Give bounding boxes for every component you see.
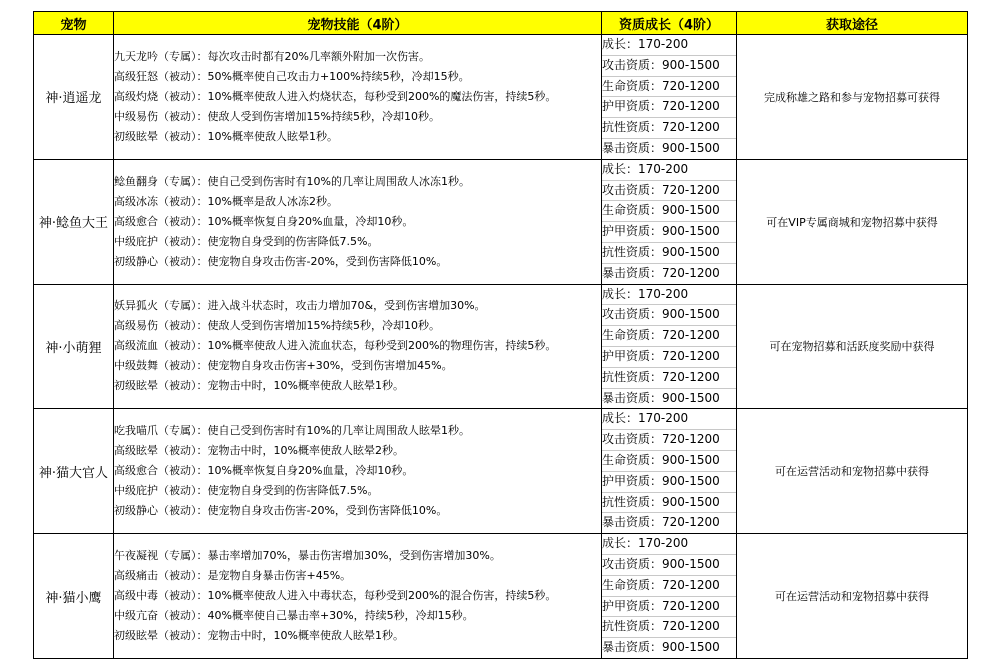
growth-line: 暴击资质：900-1500	[602, 140, 720, 155]
growth-line: 攻击资质：900-1500	[602, 305, 736, 326]
growth-line: 成长：170-200	[602, 409, 736, 430]
skill-line: 高级易伤（被动）：使敌人受到伤害增加15%持续5秒，冷却10秒。	[114, 319, 440, 333]
growth-line: 成长：170-200	[602, 285, 736, 306]
skill-line: 初级眩晕（被动）：宠物击中时，10%概率使敌人眩晕1秒。	[114, 629, 404, 643]
pet-name: 神·小萌狸	[34, 284, 114, 409]
skill-line: 高级痛击（被动）：是宠物自身暴击伤害+45%。	[114, 569, 352, 583]
pet-name: 神·鲶鱼大王	[34, 159, 114, 284]
pet-source: 可在VIP专属商城和宠物招募中获得	[737, 159, 968, 284]
table-row	[34, 35, 968, 160]
skill-line: 中级亢奋（被动）：40%概率使自己暴击率+30%，持续5秒，冷却15秒。	[114, 609, 474, 623]
pet-table	[33, 11, 968, 659]
header-source: 获取途径	[737, 12, 968, 35]
growth-line: 成长：170-200	[602, 534, 736, 555]
skill-line: 中级庇护（被动）：使宠物自身受到的伤害降低7.5%。	[114, 234, 379, 248]
growth-line: 护甲资质：720-1200	[602, 597, 736, 618]
growth-line: 护甲资质：720-1200	[602, 97, 736, 118]
pet-skills	[114, 284, 602, 409]
pet-skills	[114, 159, 602, 284]
pet-name: 神·猫大官人	[34, 409, 114, 534]
skill-line: 初级静心（被动）：使宠物自身攻击伤害-20%，受到伤害降低10%。	[114, 254, 448, 268]
header-skills: 宠物技能（4阶）	[114, 12, 602, 35]
growth-line: 成长：170-200	[602, 160, 736, 181]
skill-line: 中级庇护（被动）：使宠物自身受到的伤害降低7.5%。	[114, 484, 379, 498]
skill-line: 高级中毒（被动）：10%概率使敌人进入中毒状态，每秒受到200%的混合伤害，持续5秒。	[114, 589, 557, 603]
growth-line: 成长：170-200	[602, 35, 736, 56]
skill-line: 鲶鱼翻身（专属）：使自己受到伤害时有10%的几率让周围敌人冰冻1秒。	[114, 174, 470, 188]
growth-line: 暴击资质：720-1200	[602, 265, 720, 280]
skill-line: 高级狂怒（被动）：50%概率使自己攻击力+100%持续5秒，冷却15秒。	[114, 69, 470, 83]
growth-line: 暴击资质：720-1200	[602, 515, 720, 530]
growth-line: 生命资质：900-1500	[602, 201, 736, 222]
growth-line: 攻击资质：720-1200	[602, 430, 736, 451]
skill-line: 高级愈合（被动）：10%概率恢复自身20%血量，冷却10秒。	[114, 464, 414, 478]
pet-growth	[602, 159, 737, 284]
growth-line: 暴击资质：900-1500	[602, 390, 720, 405]
skill-line: 初级眩晕（被动）：10%概率使敌人眩晕1秒。	[114, 129, 338, 143]
skill-line: 午夜凝视（专属）：暴击率增加70%，暴击伤害增加30%，受到伤害增加30%。	[114, 549, 501, 563]
header-growth: 资质成长（4阶）	[602, 12, 737, 35]
pet-source: 可在宠物招募和活跃度奖励中获得	[737, 284, 968, 409]
pet-name: 神·猫小鹰	[34, 534, 114, 659]
pet-source: 可在运营活动和宠物招募中获得	[737, 534, 968, 659]
growth-line: 生命资质：720-1200	[602, 326, 736, 347]
growth-line: 攻击资质：900-1500	[602, 56, 736, 77]
skill-line: 吃我喵爪（专属）：使自己受到伤害时有10%的几率让周围敌人眩晕1秒。	[114, 424, 470, 438]
table-row	[34, 284, 968, 409]
table-row	[34, 534, 968, 659]
pet-growth	[602, 409, 737, 534]
growth-line: 抗性资质：720-1200	[602, 368, 736, 389]
skill-line: 高级冰冻（被动）：10%概率是敌人冰冻2秒。	[114, 194, 338, 208]
skill-line: 妖异狐火（专属）：进入战斗状态时，攻击力增加70&，受到伤害增加30%。	[114, 299, 486, 313]
pet-skills	[114, 409, 602, 534]
growth-line: 攻击资质：720-1200	[602, 181, 736, 202]
growth-line: 护甲资质：900-1500	[602, 222, 736, 243]
pet-growth	[602, 534, 737, 659]
table-header-row	[34, 12, 968, 35]
header-pet: 宠物	[34, 12, 114, 35]
growth-line: 抗性资质：900-1500	[602, 493, 736, 514]
growth-line: 护甲资质：900-1500	[602, 472, 736, 493]
growth-line: 抗性资质：900-1500	[602, 243, 736, 264]
growth-line: 抗性资质：720-1200	[602, 118, 736, 139]
growth-line: 生命资质：720-1200	[602, 77, 736, 98]
pet-skills	[114, 534, 602, 659]
skill-line: 九天龙吟（专属）：每次攻击时都有20%几率额外附加一次伤害。	[114, 49, 430, 63]
pet-source: 完成称雄之路和参与宠物招募可获得	[737, 35, 968, 160]
growth-line: 护甲资质：720-1200	[602, 347, 736, 368]
pet-growth	[602, 284, 737, 409]
pet-skills	[114, 35, 602, 160]
growth-line: 生命资质：900-1500	[602, 451, 736, 472]
growth-line: 生命资质：720-1200	[602, 576, 736, 597]
skill-line: 高级眩晕（被动）：宠物击中时，10%概率使敌人眩晕2秒。	[114, 444, 404, 458]
skill-line: 高级愈合（被动）：10%概率恢复自身20%血量，冷却10秒。	[114, 214, 414, 228]
growth-line: 攻击资质：900-1500	[602, 555, 736, 576]
growth-line: 抗性资质：720-1200	[602, 617, 736, 638]
table-row	[34, 409, 968, 534]
pet-growth	[602, 35, 737, 160]
pet-name: 神·逍遥龙	[34, 35, 114, 160]
skill-line: 高级流血（被动）：10%概率使敌人进入流血状态，每秒受到200%的物理伤害，持续5秒。	[114, 339, 557, 353]
growth-line: 暴击资质：900-1500	[602, 640, 720, 655]
skill-line: 初级眩晕（被动）：宠物击中时，10%概率使敌人眩晕1秒。	[114, 379, 404, 393]
skill-line: 初级静心（被动）：使宠物自身攻击伤害-20%，受到伤害降低10%。	[114, 504, 448, 518]
skill-line: 中级鼓舞（被动）：使宠物自身攻击伤害+30%，受到伤害增加45%。	[114, 359, 453, 373]
pet-source: 可在运营活动和宠物招募中获得	[737, 409, 968, 534]
skill-line: 中级易伤（被动）：使敌人受到伤害增加15%持续5秒，冷却10秒。	[114, 109, 440, 123]
table-row	[34, 159, 968, 284]
skill-line: 高级灼烧（被动）：10%概率使敌人进入灼烧状态，每秒受到200%的魔法伤害，持续5秒。	[114, 89, 557, 103]
